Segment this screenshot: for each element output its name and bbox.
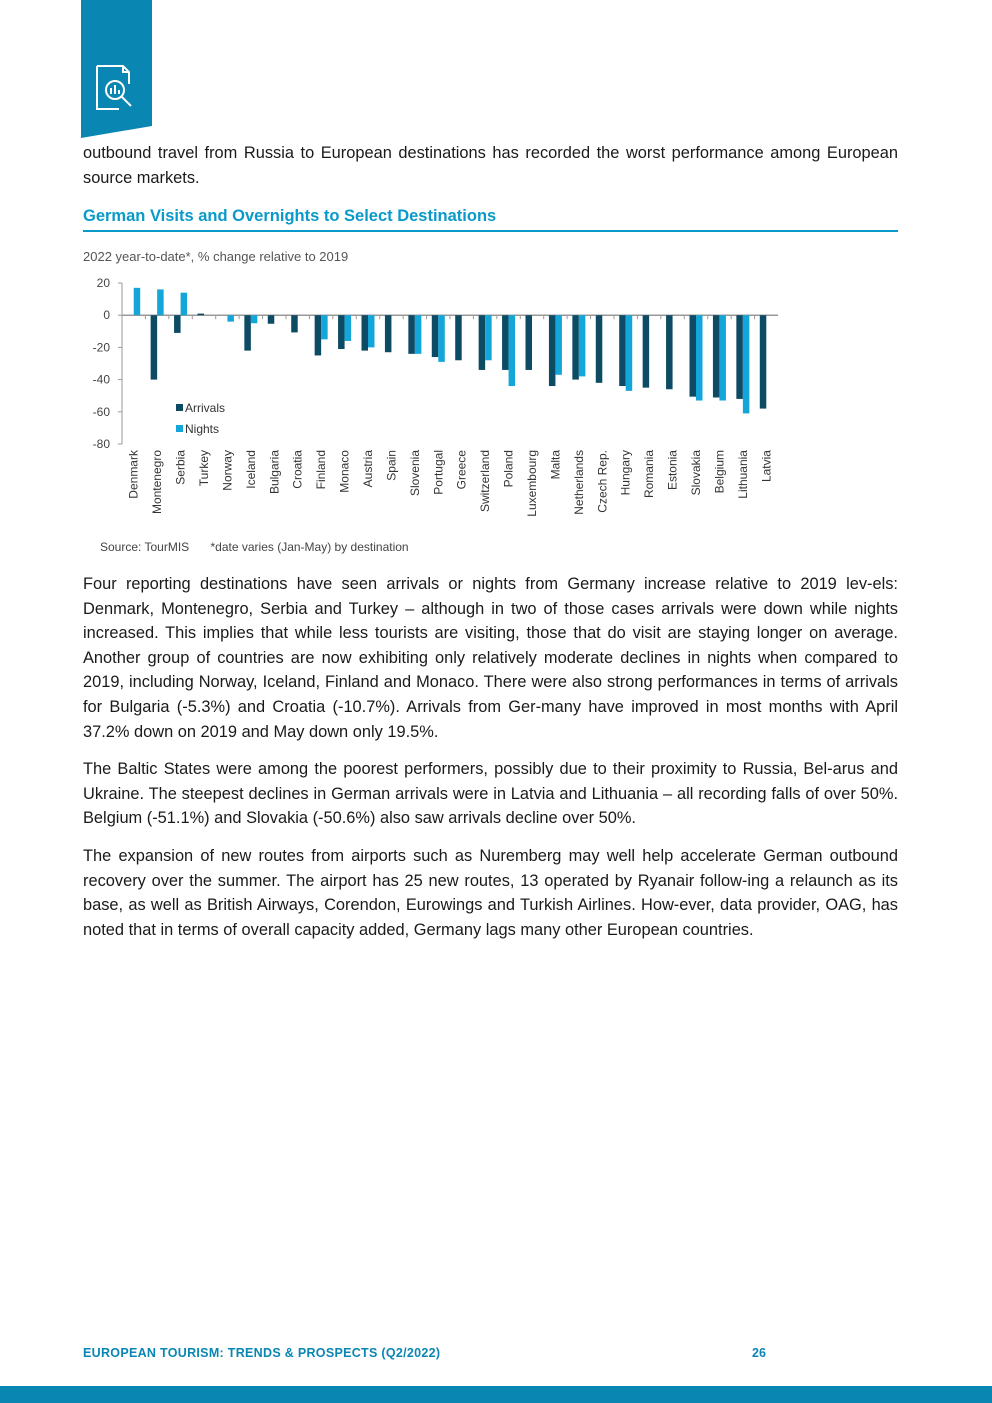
bar-nights bbox=[485, 315, 492, 360]
bar-arrivals bbox=[502, 315, 509, 370]
section-tab bbox=[81, 0, 152, 138]
bar-arrivals bbox=[596, 315, 603, 383]
x-tick-label: Bulgaria bbox=[267, 450, 282, 495]
bar-arrivals bbox=[666, 315, 673, 389]
legend-swatch bbox=[176, 425, 183, 432]
bar-arrivals bbox=[244, 315, 251, 350]
bar-arrivals bbox=[385, 315, 392, 352]
x-tick-label: Luxembourg bbox=[525, 450, 539, 517]
bar-nights bbox=[743, 315, 750, 413]
bar-nights bbox=[555, 315, 562, 375]
bar-arrivals bbox=[268, 315, 275, 324]
x-tick-label: Turkey bbox=[197, 450, 211, 487]
x-tick-label: Croatia bbox=[290, 450, 305, 489]
bar-arrivals bbox=[690, 315, 697, 396]
x-tick-label: Estonia bbox=[665, 450, 680, 491]
legend-swatch bbox=[176, 404, 183, 411]
bar-arrivals bbox=[291, 315, 298, 332]
bar-nights bbox=[157, 289, 164, 315]
x-tick-label: Norway bbox=[220, 450, 235, 491]
y-tick-label: -80 bbox=[92, 437, 110, 451]
source-label: Source: TourMIS bbox=[100, 540, 190, 554]
bar-nights bbox=[509, 315, 515, 386]
bar-nights bbox=[626, 315, 633, 391]
x-tick-label: Slovenia bbox=[407, 450, 422, 497]
legend-label: Nights bbox=[185, 422, 220, 436]
bar-arrivals bbox=[549, 315, 556, 386]
x-tick-label: Netherlands bbox=[571, 450, 586, 515]
x-tick-label: Lithuania bbox=[735, 450, 750, 499]
bar-arrivals bbox=[151, 315, 158, 379]
bar-nights bbox=[181, 293, 188, 316]
chart-source bbox=[100, 540, 409, 554]
chart-subtitle: 2022 year-to-date*, % change relative to 2019 bbox=[83, 249, 349, 264]
x-tick-label: Finland bbox=[314, 450, 329, 490]
y-tick-label: -40 bbox=[92, 372, 110, 387]
bar-arrivals bbox=[526, 315, 533, 370]
bar-chart bbox=[80, 272, 800, 542]
bar-arrivals bbox=[619, 315, 626, 386]
x-tick-label: Poland bbox=[501, 450, 516, 488]
bar-arrivals bbox=[174, 315, 181, 333]
bar-arrivals bbox=[198, 314, 205, 316]
bar-nights bbox=[345, 315, 352, 341]
bar-nights bbox=[438, 315, 445, 362]
x-tick-label: Monaco bbox=[337, 450, 352, 493]
x-tick-label: Greece bbox=[454, 450, 469, 490]
x-tick-label: Czech Rep. bbox=[595, 450, 610, 513]
bar-arrivals bbox=[432, 315, 439, 357]
x-tick-label: Iceland bbox=[243, 450, 258, 489]
bar-arrivals bbox=[713, 315, 720, 397]
y-tick-label: 20 bbox=[96, 276, 110, 290]
intro-paragraph: outbound travel from Russia to European destinations has recorded the worst performance among European source markets. bbox=[83, 144, 898, 187]
x-tick-label: Montenegro bbox=[150, 450, 165, 515]
x-tick-label: Serbia bbox=[173, 450, 188, 485]
body-paragraph-3: The expansion of new routes from airports such as Nuremberg may well help accelerate German outbound recovery over the summer. The airport has 25 new routes, 13 operated by Ryanair follow-ing a relaunch as its base, as well as British Airways, Corendon, Eurowings and Turkish Airlines. How-ever, data provider, OAG, has noted that in terms of overall capacity added, Germany lags many other European countries. bbox=[83, 847, 898, 939]
bar-arrivals bbox=[760, 315, 767, 408]
footer-title: EUROPEAN TOURISM: TRENDS & PROSPECTS (Q2/2022) bbox=[83, 1346, 441, 1360]
x-tick-label: Hungary bbox=[618, 450, 633, 496]
section-heading: German Visits and Overnights to Select Destinations bbox=[83, 205, 898, 232]
x-tick-label: Romania bbox=[642, 450, 657, 499]
y-tick-label: -20 bbox=[92, 340, 110, 355]
bar-arrivals bbox=[315, 315, 322, 355]
bar-nights bbox=[579, 315, 586, 376]
x-tick-label: Latvia bbox=[759, 450, 774, 483]
body-paragraph-2: The Baltic States were among the poorest performers, possibly due to their proximity to Russia, Bel-arus and Ukraine. The steepest declines in German arrivals were in Latvia and Lithuania – all recording falls of over 50%. Belgium (-51.1%) and Slovakia (-50.6%) also saw arrivals decline over 50%. bbox=[83, 760, 898, 828]
x-tick-label: Switzerland bbox=[478, 450, 493, 513]
x-tick-label: Malta bbox=[548, 450, 563, 480]
bar-nights bbox=[415, 315, 422, 354]
bar-nights bbox=[251, 315, 258, 323]
bar-arrivals bbox=[643, 315, 650, 387]
x-tick-label: Spain bbox=[384, 450, 399, 481]
y-tick-label: -60 bbox=[92, 404, 110, 419]
bar-arrivals bbox=[479, 315, 486, 370]
bar-nights bbox=[368, 315, 375, 347]
bar-nights bbox=[227, 315, 234, 321]
body-paragraph-1: Four reporting destinations have seen arrivals or nights from Germany increase relative to 2019 lev-els: Denmark, Montenegro, Serbia and Turkey – although in two of those cases arrivals were down while nights increased. This implies that while less tourists are visiting, those that do visit are staying longer on average. Another group of countries are now exhibiting only relatively moderate declines in nights when compared to 2019, including Norway, Iceland, Finland and Monaco. There were also strong performances in terms of arrivals for Bulgaria (-5.3%) and Croatia (-10.7%). Arrivals from Ger-many have improved in most months with April 37.2% down on 2019 and May down only 19.5%. bbox=[83, 575, 898, 741]
bar-nights bbox=[134, 288, 141, 315]
y-tick-label: 0 bbox=[103, 308, 110, 323]
legend-label: Arrivals bbox=[185, 401, 226, 415]
bar-arrivals bbox=[408, 315, 415, 354]
x-tick-label: Belgium bbox=[712, 450, 727, 494]
bar-nights bbox=[719, 315, 726, 400]
x-tick-label: Slovakia bbox=[689, 450, 703, 496]
x-tick-label: Denmark bbox=[126, 450, 141, 499]
bar-arrivals bbox=[736, 315, 743, 399]
page-number: 26 bbox=[752, 1346, 766, 1360]
source-note: *date varies (Jan-May) by destination bbox=[210, 540, 409, 554]
bar-arrivals bbox=[455, 315, 462, 360]
bar-nights bbox=[696, 315, 703, 400]
x-tick-label: Portugal bbox=[431, 450, 446, 495]
x-tick-label: Austria bbox=[361, 450, 375, 488]
footer-bar bbox=[0, 1386, 992, 1403]
bar-arrivals bbox=[338, 315, 345, 349]
bar-arrivals bbox=[572, 315, 579, 379]
bar-arrivals bbox=[362, 315, 369, 350]
bar-nights bbox=[321, 315, 328, 339]
